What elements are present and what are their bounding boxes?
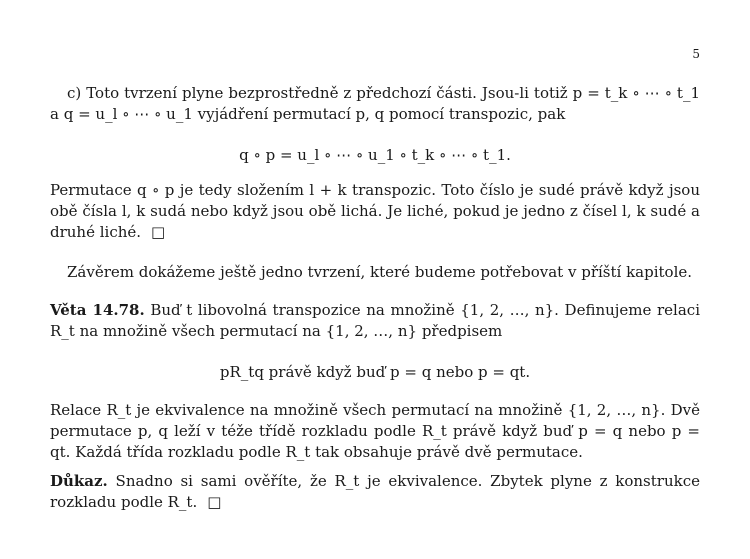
paragraph-intro: Závěrem dokážeme ještě jedno tvrzení, které budeme potřebovat v příští kapitole.: [67, 263, 693, 281]
display-equation-relation: pR_tq právě když buď p = q nebo p = qt.: [219, 363, 531, 381]
document-page: [50, 0, 700, 559]
paragraph-parity: [50, 180, 700, 243]
display-equation-composition: q ∘ p = u_l ∘ ⋯ ∘ u_1 ∘ t_k ∘ ⋯ ∘ t_1.: [239, 146, 511, 164]
proof-text: Snadno si sami ověříte, že R_t je ekvivalence. Zbytek plyne z konstrukce rozkladu podle R_t.: [50, 472, 700, 511]
theorem-label: Věta 14.78.: [50, 301, 145, 319]
paragraph-proof-part-c: c) Toto tvrzení plyne bezprostředně z předchozí části. Jsou-li totiž p = t_k ∘ ⋯ ∘ t_1 a q = u_l ∘ ⋯ ∘ u_1 vyjádření permutací p, q pomocí transpozic, pak: [50, 84, 700, 123]
theorem-14-78: [50, 300, 700, 342]
page-number: 5: [692, 47, 700, 61]
paragraph-equivalence: Relace R_t je ekvivalence na množině všech permutací na množině {1, 2, …, n}. Dvě permutace p, q leží v téže třídě rozkladu podle R_t právě když buď p = q nebo p = qt. Každá třída rozkladu podle R_t tak obsahuje právě dvě permutace.: [50, 401, 700, 461]
proof-label: Důkaz.: [50, 472, 108, 490]
paragraph-parity-text: Permutace q ∘ p je tedy složením l + k transpozic. Toto číslo je sudé právě když jsou obě čísla l, k sudá nebo když jsou obě lichá. Je liché, pokud je jedno z čísel l, k sudé a druhé liché.: [50, 181, 700, 241]
proof-block: [50, 471, 700, 513]
qed-symbol-2: □: [207, 493, 222, 511]
theorem-text: Buď t libovolná transpozice na množině {1, 2, …, n}. Definujeme relaci R_t na množině všech permutací na {1, 2, …, n} předpisem: [50, 301, 700, 340]
qed-symbol: □: [151, 223, 166, 241]
